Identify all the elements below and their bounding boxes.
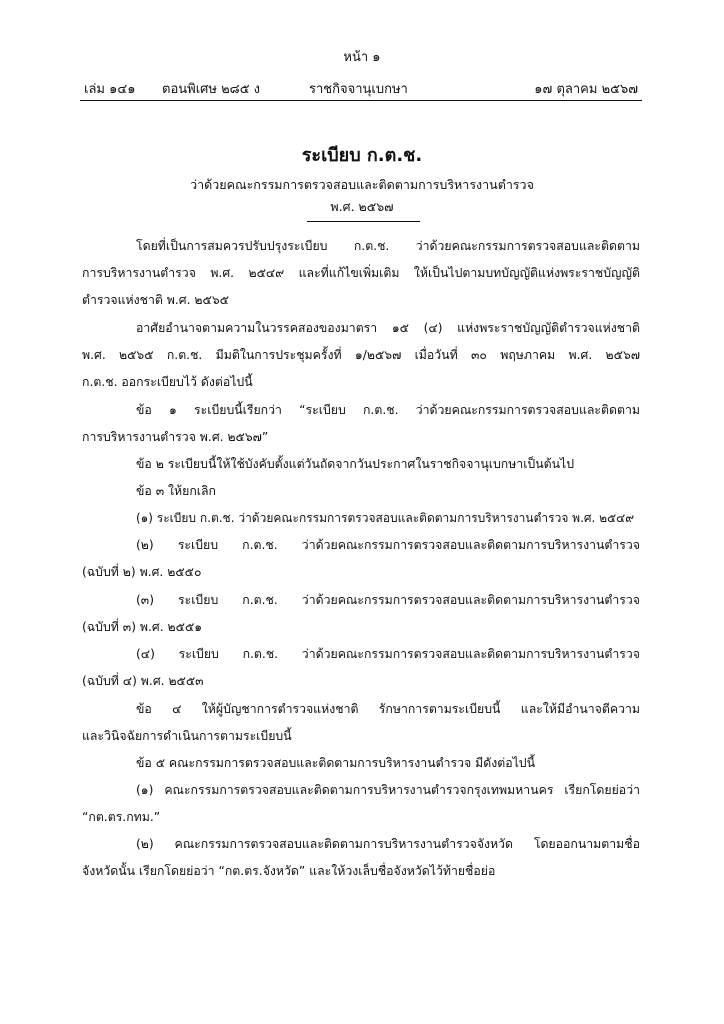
body-line: พ.ศ. ๒๕๖๕ ก.ต.ช. มีมติในการประชุมครั้งที่ ๑/๒๕๖๗ เมื่อวันที่ ๓๐ พฤษภาคม พ.ศ. ๒๕๖๗ xyxy=(82,348,640,362)
repealed-item-2: (ฉบับที่ ๒) พ.ศ. ๒๕๕๐ xyxy=(82,565,202,579)
page-number: หน้า ๑ xyxy=(343,50,381,65)
clause-4-line: และวินิจฉัยการดำเนินการตามระเบียบนี้ xyxy=(82,729,292,743)
clause-3-line: ข้อ ๓ ให้ยกเลิก xyxy=(136,484,216,498)
clause-1-line: การบริหารงานตำรวจ พ.ศ. ๒๕๖๗” xyxy=(82,430,269,444)
repealed-item-2: (๒) ระเบียบ ก.ต.ช. ว่าด้วยคณะกรรมการตรวจสอบและติดตามการบริหารงานตำรวจ xyxy=(136,538,640,552)
publication-date: ๑๗ ตุลาคม ๒๕๖๗ xyxy=(534,82,638,97)
body-line: ตำรวจแห่งชาติ พ.ศ. ๒๕๖๕ xyxy=(82,293,229,307)
volume-number: เล่ม ๑๔๑ xyxy=(84,82,136,97)
committee-item-1: (๑) คณะกรรมการตรวจสอบและติดตามการบริหารงานตำรวจกรุงเทพมหานคร เรียกโดยย่อว่า xyxy=(136,783,640,797)
special-part-number: ตอนพิเศษ ๒๘๕ ง xyxy=(162,82,261,97)
committee-item-1: “กต.ตร.กทม.” xyxy=(82,810,161,824)
clause-4-line: ข้อ ๔ ให้ผู้บัญชาการตำรวจแห่งชาติ รักษาการตามระเบียบนี้ และให้มีอำนาจตีความ xyxy=(136,702,640,716)
clause-2-line: ข้อ ๒ ระเบียบนี้ให้ใช้บังคับตั้งแต่วันถัดจากวันประกาศในราชกิจจานุเบกษาเป็นต้นไป xyxy=(136,457,575,471)
repealed-item-1: (๑) ระเบียบ ก.ต.ช. ว่าด้วยคณะกรรมการตรวจสอบและติดตามการบริหารงานตำรวจ พ.ศ. ๒๕๔๙ xyxy=(136,511,635,525)
document-subtitle: ว่าด้วยคณะกรรมการตรวจสอบและติดตามการบริหารงานตำรวจ xyxy=(190,177,534,192)
committee-item-2: จังหวัดนั้น เรียกโดยย่อว่า “กต.ตร.จังหวัด” และให้วงเล็บชื่อจังหวัดไว้ท้ายชื่อย่อ xyxy=(82,864,496,878)
committee-item-2: (๒) คณะกรรมการตรวจสอบและติดตามการบริหารงานตำรวจจังหวัด โดยออกนามตามชื่อ xyxy=(136,837,640,851)
clause-5-line: ข้อ ๕ คณะกรรมการตรวจสอบและติดตามการบริหารงานตำรวจ มีดังต่อไปนี้ xyxy=(136,756,535,770)
publication-name: ราชกิจจานุเบกษา xyxy=(309,82,408,97)
document-title: ระเบียบ ก.ต.ช. xyxy=(301,145,423,166)
title-divider xyxy=(307,221,420,222)
body-line: การบริหารงานตำรวจ พ.ศ. ๒๕๔๙ และที่แก้ไขเพิ่มเติม ให้เป็นไปตามบทบัญญัติแห่งพระราชบัญญัติ xyxy=(82,266,640,280)
repealed-item-4: (ฉบับที่ ๔) พ.ศ. ๒๕๕๓ xyxy=(82,674,204,688)
body-line: โดยที่เป็นการสมควรปรับปรุงระเบียบ ก.ต.ช. ว่าด้วยคณะกรรมการตรวจสอบและติดตาม xyxy=(136,239,640,253)
body-line: อาศัยอำนาจตามความในวรรคสองของมาตรา ๑๕ (๔) แห่งพระราชบัญญัติตำรวจแห่งชาติ xyxy=(136,321,640,335)
body-line: ก.ต.ช. ออกระเบียบไว้ ดังต่อไปนี้ xyxy=(82,375,253,389)
repealed-item-4: (๔) ระเบียบ ก.ต.ช. ว่าด้วยคณะกรรมการตรวจสอบและติดตามการบริหารงานตำรวจ xyxy=(136,647,640,661)
repealed-item-3: (ฉบับที่ ๓) พ.ศ. ๒๕๕๑ xyxy=(82,620,203,634)
repealed-item-3: (๓) ระเบียบ ก.ต.ช. ว่าด้วยคณะกรรมการตรวจสอบและติดตามการบริหารงานตำรวจ xyxy=(136,593,640,607)
clause-1-line: ข้อ ๑ ระเบียบนี้เรียกว่า “ระเบียบ ก.ต.ช. ว่าด้วยคณะกรรมการตรวจสอบและติดตาม xyxy=(136,403,640,417)
document-year: พ.ศ. ๒๕๖๗ xyxy=(330,199,394,214)
gazette-header xyxy=(80,72,642,101)
